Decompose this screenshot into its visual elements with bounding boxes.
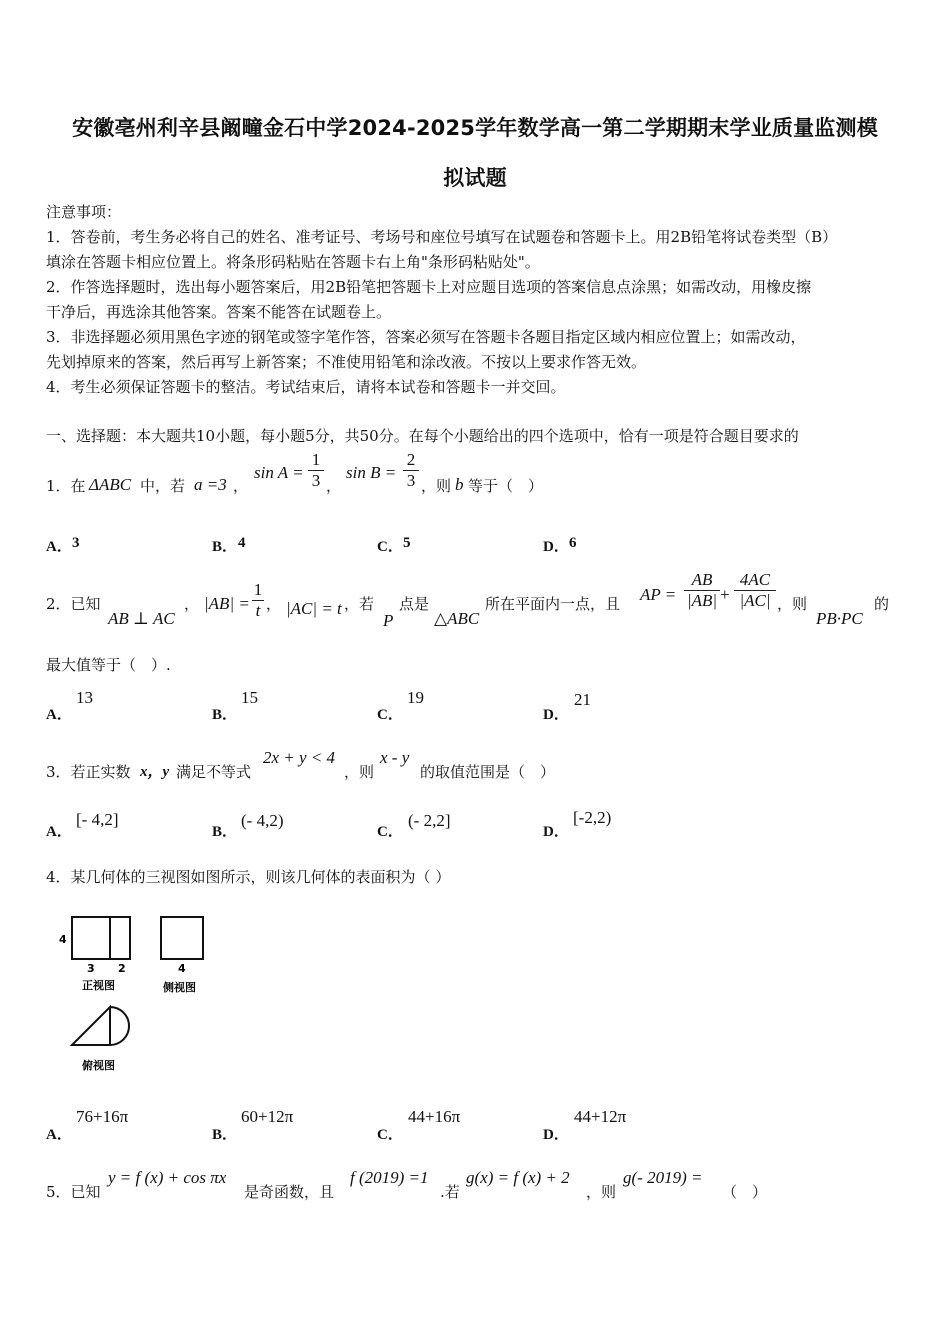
notice-line-2a: 2．作答选择题时，选出每小题答案后，用2B铅笔把答题卡上对应题目选项的答案信息点涂黑；如需改动，用橡皮擦 bbox=[46, 278, 812, 296]
q1-then: ，则 bbox=[421, 477, 452, 495]
q3-option-c-value: (- 2,2] bbox=[408, 811, 451, 830]
q2-f1-num: AB bbox=[691, 570, 713, 589]
q2-frac-den: t bbox=[255, 601, 261, 620]
q2-triangle: △ABC bbox=[434, 609, 480, 628]
notice-line-2b: 干净后，再选涂其他答案。答案不能答在试题卷上。 bbox=[46, 303, 392, 321]
q4-option-a-letter: A． bbox=[46, 1127, 72, 1143]
q5-if: .若 bbox=[440, 1183, 460, 1201]
q1-text-mid: 中，若 bbox=[140, 477, 186, 495]
q1-comma-2: ， bbox=[326, 477, 342, 495]
q4-option-d-letter: D． bbox=[543, 1127, 569, 1143]
q2-fraction-4ac bbox=[734, 570, 776, 611]
q2-option-d-value: 21 bbox=[574, 690, 591, 709]
q2-p: P bbox=[383, 611, 394, 630]
three-view-figure bbox=[50, 905, 220, 1085]
section-heading: 一、选择题：本大题共10小题，每小题5分，共50分。在每个小题给出的四个选项中，恰有一项是符合题目要求的 bbox=[46, 427, 799, 445]
q2-perp: AB ⊥ AC bbox=[108, 609, 175, 628]
q3-number: 3．若正实数 bbox=[46, 763, 131, 781]
q2-abs-ac: |AC| = t bbox=[286, 599, 342, 618]
q3-option-d-value: [-2,2) bbox=[573, 808, 612, 827]
notice-line-4: 4．考生必须保证答题卡的整洁。考试结束后，请将本试卷和答题卡一并交回。 bbox=[46, 378, 566, 396]
q2-then: ，则 bbox=[777, 595, 808, 613]
q2-option-c-value: 19 bbox=[407, 688, 424, 707]
q2-option-c-letter: C． bbox=[377, 707, 403, 723]
q3-inequality: 2x + y < 4 bbox=[263, 748, 336, 767]
q2-comma-2: ， bbox=[266, 595, 282, 613]
q5-f2019: f (2019) =1 bbox=[350, 1168, 429, 1187]
q4-text: 4．某几何体的三视图如图所示，则该几何体的表面积为（ ） bbox=[46, 868, 451, 886]
q1-option-d-value: 6 bbox=[569, 535, 577, 551]
side-view-rect bbox=[161, 917, 203, 959]
q1-comma: ， bbox=[233, 477, 249, 495]
q5-g-neg: g(- 2019) = bbox=[623, 1168, 703, 1187]
front-view-rect bbox=[72, 917, 130, 959]
q1-fraction-b-num: 2 bbox=[406, 450, 416, 469]
top-view-label: 俯视图 bbox=[82, 1059, 115, 1072]
top-view-semicircle bbox=[110, 1007, 129, 1045]
notice-line-1b: 填涂在答题卡相应位置上。将条形码粘贴在答题卡右上角"条形码粘贴处"。 bbox=[46, 253, 540, 271]
q2-comma-1: ， bbox=[184, 595, 200, 613]
q1-fraction-b-den: 3 bbox=[406, 471, 416, 490]
q1-a-value: a =3 bbox=[194, 475, 227, 494]
q4-option-d-value: 44+12π bbox=[574, 1107, 627, 1126]
q2-plane-text: 所在平面内一点，且 bbox=[485, 595, 621, 613]
front-dim-2: 2 bbox=[118, 962, 126, 975]
q2-de: 的 bbox=[874, 595, 890, 613]
top-view-triangle bbox=[72, 1007, 110, 1045]
q4-option-b-letter: B． bbox=[212, 1127, 238, 1143]
q3-mid: 满足不等式 bbox=[176, 763, 252, 781]
q2-frac-num: 1 bbox=[253, 580, 263, 599]
notice-line-3a: 3．非选择题必须用黑色字迹的钢笔或签字笔作答，答案必须写在答题卡各题目指定区域内相应位置上；如需改动， bbox=[46, 328, 806, 346]
q1-fraction-a bbox=[308, 450, 324, 491]
notice-line-1a: 1．答卷前，考生务必将自己的姓名、准考证号、考场号和座位号填写在试题卷和答题卡上。用2B铅笔将试卷类型（B） bbox=[46, 228, 838, 246]
q2-option-b-value: 15 bbox=[241, 688, 258, 707]
q3-option-b-letter: B． bbox=[212, 824, 238, 840]
q1-fraction-a-num: 1 bbox=[311, 450, 321, 469]
q2-fraction-1-over-t bbox=[252, 580, 264, 621]
q1-sinA: sin A = bbox=[254, 463, 304, 482]
q3-tail: 的取值范围是（ ） bbox=[420, 763, 556, 781]
q3-option-b-value: (- 4,2) bbox=[241, 811, 284, 830]
q1-option-b-letter: B． bbox=[212, 539, 238, 555]
q3-option-d-letter: D． bbox=[543, 824, 569, 840]
q3-option-a-letter: A． bbox=[46, 824, 72, 840]
q2-f2-num: 4AC bbox=[739, 570, 771, 589]
q2-option-a-value: 13 bbox=[76, 688, 93, 707]
q3-option-a-value: [- 4,2] bbox=[76, 810, 119, 829]
q5-number: 5．已知 bbox=[46, 1183, 101, 1201]
page-title-line2: 拟试题 bbox=[443, 166, 507, 190]
front-dim-3: 3 bbox=[87, 962, 95, 975]
notice-heading: 注意事项： bbox=[46, 203, 122, 221]
q3-xy: x，y bbox=[140, 764, 170, 780]
q2-line-2: 最大值等于（ ）. bbox=[46, 656, 171, 674]
q1-tail: 等于（ ） bbox=[468, 477, 544, 495]
q5-tail: （ ） bbox=[722, 1183, 768, 1201]
q4-option-c-value: 44+16π bbox=[408, 1107, 461, 1126]
q5-then: ，则 bbox=[586, 1183, 617, 1201]
q1-triangle: ΔABC bbox=[89, 475, 132, 494]
q1-b: b bbox=[455, 475, 464, 494]
q2-plus: + bbox=[720, 585, 730, 604]
q4-option-a-value: 76+16π bbox=[76, 1107, 129, 1126]
front-view-label: 正视图 bbox=[82, 979, 115, 992]
q2-ap: AP = bbox=[640, 585, 677, 604]
q2-if: ，若 bbox=[344, 595, 375, 613]
q3-option-c-letter: C． bbox=[377, 824, 403, 840]
q2-option-a-letter: A． bbox=[46, 707, 72, 723]
side-view-label: 侧视图 bbox=[163, 981, 196, 994]
q1-option-b-value: 4 bbox=[238, 535, 246, 551]
side-dim-4: 4 bbox=[178, 962, 186, 975]
page-title-line1: 安徽亳州利辛县阚疃金石中学2024-2025学年数学高一第二学期期末学业质量监测模 bbox=[72, 116, 878, 140]
q2-f1-den: |AB| bbox=[686, 591, 718, 610]
q1-option-d-letter: D． bbox=[543, 539, 569, 555]
q2-option-b-letter: B． bbox=[212, 707, 238, 723]
q5-function: y = f (x) + cos πx bbox=[108, 1168, 227, 1187]
q1-fraction-a-den: 3 bbox=[311, 471, 321, 490]
q5-g-def: g(x) = f (x) + 2 bbox=[466, 1168, 570, 1187]
q2-dot-product: PB·PC bbox=[816, 609, 863, 628]
q2-abs-ab: |AB| = bbox=[204, 594, 250, 613]
q2-option-d-letter: D． bbox=[543, 707, 569, 723]
q2-f2-den: |AC| bbox=[739, 591, 771, 610]
q4-option-b-value: 60+12π bbox=[241, 1107, 294, 1126]
front-dim-4: 4 bbox=[59, 933, 67, 946]
q1-option-c-value: 5 bbox=[403, 535, 411, 551]
q4-option-c-letter: C． bbox=[377, 1127, 403, 1143]
q1-option-a-value: 3 bbox=[72, 535, 80, 551]
q1-option-a-letter: A． bbox=[46, 539, 72, 555]
q3-then: ，则 bbox=[344, 763, 375, 781]
q2-point-is: 点是 bbox=[399, 595, 430, 613]
notice-line-3b: 先划掉原来的答案，然后再写上新答案；不准使用铅笔和涂改液。不按以上要求作答无效。 bbox=[46, 353, 647, 371]
q1-fraction-b bbox=[403, 450, 419, 491]
q3-expression: x - y bbox=[380, 748, 410, 767]
q2-number: 2．已知 bbox=[46, 595, 101, 613]
q2-fraction-ab bbox=[684, 570, 720, 611]
q1-number: 1．在 bbox=[46, 477, 86, 495]
q5-odd: 是奇函数，且 bbox=[244, 1183, 335, 1201]
q1-sinB: sin B = bbox=[346, 463, 397, 482]
q1-option-c-letter: C． bbox=[377, 539, 403, 555]
